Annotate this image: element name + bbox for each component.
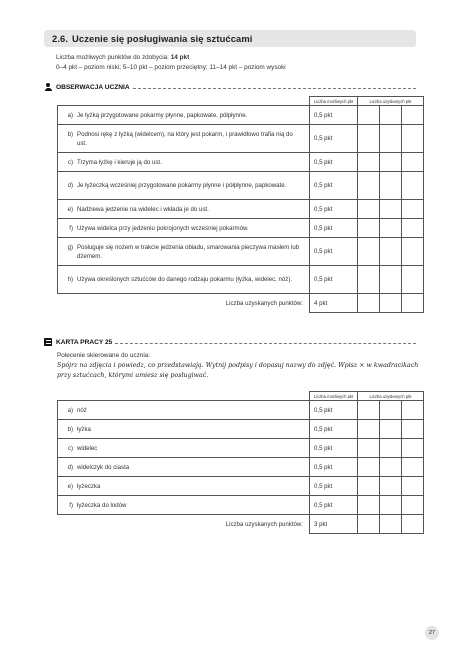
possible-points-cell: 0,5 pkt [310,496,358,515]
item-text: Posługuje się nożem w trakcie jedzenia obiadu, smarowania pieczywa masłem lub dżemem. [77,243,300,260]
score-input-cell[interactable] [402,420,424,439]
item-letter: e) [67,482,73,490]
score-input-cell[interactable] [402,458,424,477]
sum-score-cell[interactable] [358,294,380,313]
dotted-rule [133,88,416,89]
sum-label: Liczba uzyskanych punktów: [58,515,310,534]
person-icon [44,83,52,91]
score-input-cell[interactable] [358,266,380,294]
score-input-cell[interactable] [402,266,424,294]
sum-score-cell[interactable] [380,294,402,313]
score-input-cell[interactable] [402,401,424,420]
table-row [58,420,424,439]
item-cell [58,106,310,125]
item-letter: a) [67,111,73,119]
col-possible-points: Liczba możliwych pkt [310,97,358,106]
score-input-cell[interactable] [380,172,402,200]
score-input-cell[interactable] [402,125,424,153]
item-cell [58,496,310,515]
col-possible-points: Liczba możliwych pkt [310,392,358,401]
score-input-cell[interactable] [358,153,380,172]
score-input-cell[interactable] [402,238,424,266]
item-cell [58,153,310,172]
possible-points-cell: 0,5 pkt [310,439,358,458]
table-row [58,200,424,219]
table-row [58,106,424,125]
score-input-cell[interactable] [380,219,402,238]
score-input-cell[interactable] [358,238,380,266]
item-letter: h) [67,276,73,283]
score-input-cell[interactable] [380,106,402,125]
item-letter: a) [67,406,73,414]
item-letter: e) [67,205,73,213]
item-cell [58,401,310,420]
instruction-text: Spójrz na zdjęcia i powiedz, co przedstawiają. Wytnij podpisy i dopasuj nazwy do zdjęć. Wpisz × w kwadracikach przy sztućcach, którymi umiesz się posługiwać. [57,362,419,379]
worksheet-table [57,391,424,534]
item-letter: c) [67,158,73,166]
score-input-cell[interactable] [402,153,424,172]
score-input-cell[interactable] [402,477,424,496]
section-title: Uczenie się posługiwania się sztućcami [72,33,253,44]
score-input-cell[interactable] [358,420,380,439]
item-cell [58,439,310,458]
score-input-cell[interactable] [402,439,424,458]
score-input-cell[interactable] [380,153,402,172]
item-letter: f) [69,224,73,232]
item-letter: f) [69,501,73,509]
score-input-cell[interactable] [380,420,402,439]
score-input-cell[interactable] [358,200,380,219]
sum-score-cell[interactable] [380,515,402,534]
item-cell [58,219,310,238]
possible-points-cell: 0,5 pkt [310,477,358,496]
sum-score-cell[interactable] [358,515,380,534]
score-input-cell[interactable] [402,219,424,238]
item-letter: d) [67,182,73,189]
item-letter: c) [67,444,73,452]
worksheet-icon [44,338,52,346]
table-row [58,172,424,200]
possible-points-cell: 0,5 pkt [310,172,358,200]
item-letter: b) [67,130,73,138]
score-input-cell[interactable] [380,439,402,458]
item-cell [58,238,310,266]
item-cell [58,125,310,153]
score-input-cell[interactable] [380,401,402,420]
item-cell [58,172,310,200]
item-text: Używa określonych sztućców do danego rodzaju pokarmu (łyżka, widelec, nóż). [77,276,293,283]
table-row [58,458,424,477]
possible-points-cell: 0,5 pkt [310,238,358,266]
score-input-cell[interactable] [358,477,380,496]
worksheet-heading [44,337,416,347]
item-cell [58,458,310,477]
page-number: 27 [425,626,439,640]
points-label: Liczba możliwych punktów do zdobycia: [56,54,169,61]
possible-points-cell: 0,5 pkt [310,219,358,238]
possible-points-cell: 0,5 pkt [310,153,358,172]
item-cell [58,200,310,219]
item-text: łyżeczka do lodów [77,501,127,509]
score-input-cell[interactable] [380,238,402,266]
sum-label: Liczba uzyskanych punktów: [58,294,310,313]
sum-row [58,294,424,313]
item-text: widelczyk do ciasta [77,463,130,471]
score-input-cell[interactable] [358,106,380,125]
item-cell [58,266,310,294]
scoring-intro [56,53,416,73]
observation-heading-label: OBSERWACJA UCZNIA [56,83,130,91]
possible-points-cell: 0,5 pkt [310,420,358,439]
score-input-cell[interactable] [358,439,380,458]
table-row [58,439,424,458]
points-value: 14 pkt [170,54,190,61]
item-letter: d) [67,463,73,471]
possible-points-cell: 0,5 pkt [310,458,358,477]
score-input-cell[interactable] [402,496,424,515]
item-text: Podnosi rękę z łyżką (widelcem), na który jest pokarm, i prawidłowo trafia nią do ust. [77,130,293,147]
col-obtained-points: Liczba uzyskanych pkt [358,392,424,401]
table-row [58,153,424,172]
item-text: Je łyżeczką wcześniej przygotowane pokarmy płynne i półpłynne, papkowate. [77,182,287,189]
table-row [58,401,424,420]
dotted-rule [115,343,416,344]
table-row [58,219,424,238]
score-input-cell[interactable] [358,458,380,477]
table-header-row [58,97,424,106]
possible-points-cell: 0,5 pkt [310,106,358,125]
table-row [58,125,424,153]
score-input-cell[interactable] [358,219,380,238]
item-text: widelec [77,444,98,452]
table-row [58,266,424,294]
worksheet-heading-label: KARTA PRACY 25 [56,338,113,346]
score-input-cell[interactable] [380,125,402,153]
score-input-cell[interactable] [402,200,424,219]
score-input-cell[interactable] [380,458,402,477]
score-input-cell[interactable] [380,200,402,219]
item-text: nóż [77,406,87,414]
possible-points-cell: 0,5 pkt [310,125,358,153]
sum-row [58,515,424,534]
score-input-cell[interactable] [358,125,380,153]
sum-value: 4 pkt [310,294,358,313]
score-input-cell[interactable] [402,172,424,200]
item-letter: g) [67,243,73,251]
possible-points-cell: 0,5 pkt [310,266,358,294]
item-text: Trzyma łyżkę i kieruje ją do ust. [77,158,162,166]
score-input-cell[interactable] [380,496,402,515]
instruction-label: Polecenie skierowane do ucznia: [57,352,151,359]
item-text: łyżeczka [77,482,101,490]
score-input-cell[interactable] [358,172,380,200]
item-text: Je łyżką przygotowane pokarmy płynne, papkowate, półpłynne. [77,111,248,119]
section-header [44,30,416,47]
sum-score-cell[interactable] [402,294,424,313]
score-input-cell[interactable] [380,477,402,496]
score-input-cell[interactable] [358,496,380,515]
table-header-row [58,392,424,401]
item-cell [58,477,310,496]
section-number: 2.6. [52,33,69,44]
col-obtained-points: Liczba uzyskanych pkt [358,97,424,106]
table-row [58,238,424,266]
score-input-cell[interactable] [380,266,402,294]
observation-table [57,96,424,313]
observation-heading [44,82,416,92]
sum-value: 3 pkt [310,515,358,534]
item-letter: b) [67,425,73,433]
score-levels: 0–4 pkt – poziom niski; 5–10 pkt – poziom przeciętny; 11–14 pkt – poziom wysoki [56,64,286,71]
score-input-cell[interactable] [402,106,424,125]
item-text: Nadziewa jedzenie na widelec i wkłada je do ust. [77,205,209,213]
item-text: łyżka [77,425,91,433]
score-input-cell[interactable] [358,401,380,420]
table-row [58,496,424,515]
table-row [58,477,424,496]
item-cell [58,420,310,439]
possible-points-cell: 0,5 pkt [310,401,358,420]
sum-score-cell[interactable] [402,515,424,534]
item-text: Używa widelca przy jedzeniu pokrojonych wcześniej pokarmów. [77,224,249,232]
possible-points-cell: 0,5 pkt [310,200,358,219]
